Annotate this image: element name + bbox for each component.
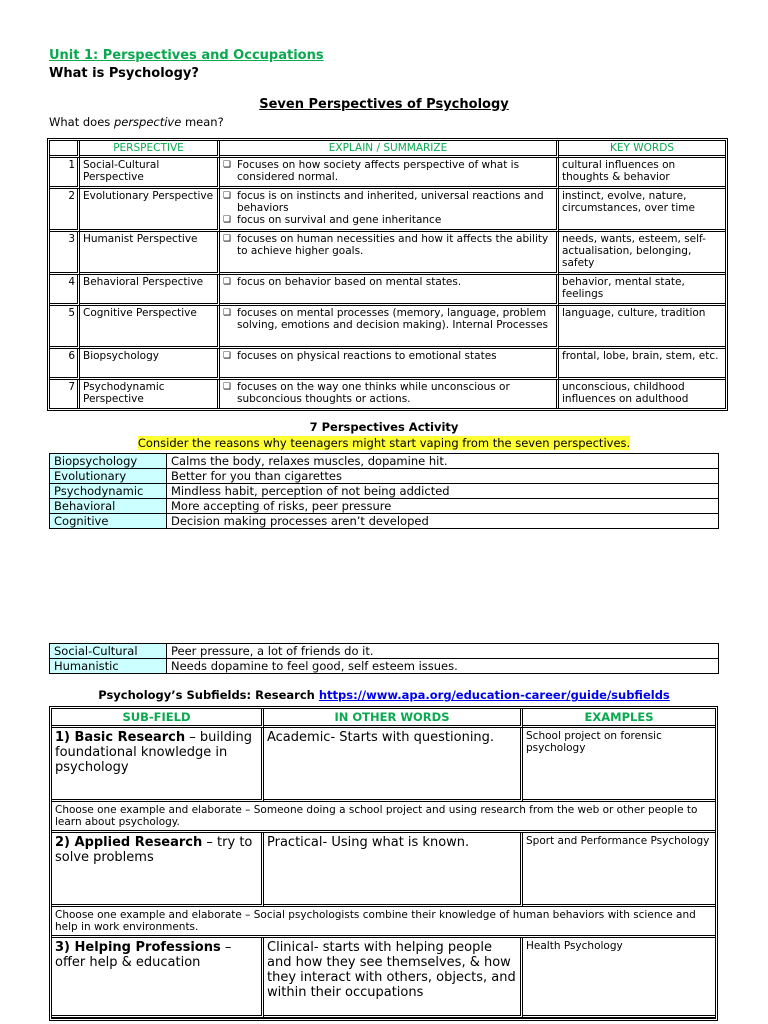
table-row	[50, 232, 725, 275]
row-number: 4	[50, 275, 80, 306]
perspective-explanation	[220, 275, 559, 306]
activity-answer: Needs dopamine to feel good, self esteem issues.	[167, 659, 719, 674]
table-header-row	[52, 709, 715, 728]
row-number: 3	[50, 232, 80, 275]
activity-subtitle-highlight: Consider the reasons why teenagers might start vaping from the seven perspectives.	[137, 436, 631, 450]
table-row	[50, 306, 725, 349]
subfields-title	[0, 688, 768, 702]
perspective-name: Cognitive Perspective	[80, 306, 220, 349]
table-row	[50, 644, 719, 659]
table-row	[50, 514, 719, 529]
subfield-title: 3) Helping Professions	[55, 940, 221, 955]
perspectives-table	[47, 138, 728, 411]
perspective-name: Social-Cultural Perspective	[80, 158, 220, 189]
table-row	[50, 484, 719, 499]
elaboration-text: Choose one example and elaborate – Someone doing a school project and using research from the web or other people to learn about psychology.	[52, 802, 715, 833]
table-row	[50, 158, 725, 189]
activity-answer: Better for you than cigarettes	[167, 469, 719, 484]
perspective-name: Humanist Perspective	[80, 232, 220, 275]
table-row	[50, 469, 719, 484]
table-row	[50, 499, 719, 514]
perspective-name: Biopsychology	[80, 349, 220, 380]
activity-answer: Decision making processes aren’t developed	[167, 514, 719, 529]
row-number: 5	[50, 306, 80, 349]
row-number: 7	[50, 380, 80, 408]
perspective-name: Behavioral Perspective	[80, 275, 220, 306]
perspective-keywords: cultural influences on thoughts & behavior	[559, 158, 725, 189]
activity-label: Behavioral	[50, 499, 167, 514]
unit-title: Unit 1: Perspectives and Occupations	[49, 48, 324, 63]
bullet-item: ❏ focuses on physical reactions to emotional states	[223, 350, 553, 362]
table-row	[50, 275, 725, 306]
subfield-description: – building foundational knowledge in psychology	[55, 730, 252, 775]
activity-title: 7 Perspectives Activity	[309, 420, 459, 434]
row-number: 6	[50, 349, 80, 380]
section-title: Seven Perspectives of Psychology	[259, 97, 509, 112]
subfield-other-words: Academic- Starts with questioning.	[264, 728, 523, 802]
table-row	[50, 454, 719, 469]
subfield-other-words: Practical- Using what is known.	[264, 833, 523, 907]
perspective-explanation	[220, 189, 559, 232]
bullet-item: ❏ focus is on instincts and inherited, universal reactions and behaviors	[223, 190, 553, 214]
perspective-question-start: What does	[49, 115, 114, 129]
row-number: 1	[50, 158, 80, 189]
perspective-explanation	[220, 380, 559, 408]
subfield-example: School project on forensic psychology	[523, 728, 715, 802]
table-row	[52, 802, 715, 833]
col-header-keywords: KEY WORDS	[559, 141, 725, 158]
subfield-description: – offer help & education	[55, 940, 232, 970]
table-row	[50, 189, 725, 232]
perspective-explanation	[220, 349, 559, 380]
perspective-question-word: perspective	[113, 115, 182, 129]
question-heading: What is Psychology?	[49, 66, 199, 81]
activity-answer: Mindless habit, perception of not being addicted	[167, 484, 719, 499]
table-row	[52, 728, 715, 802]
activity-label: Psychodynamic	[50, 484, 167, 499]
table-row	[50, 659, 719, 674]
bullet-item: ❏ focus on behavior based on mental states.	[223, 276, 553, 288]
bullet-item: ❏ focuses on human necessities and how it affects the ability to achieve higher goals.	[223, 233, 553, 257]
col-header-num	[50, 141, 80, 158]
perspective-keywords: needs, wants, esteem, self-actualisation, belonging, safety	[559, 232, 725, 275]
subfield-other-words: Clinical- starts with helping people and how they see themselves, & how they interact with others, objects, and within their occupations	[264, 938, 523, 1018]
subfield-title: 2) Applied Research	[55, 835, 203, 850]
col-header-explain: EXPLAIN / SUMMARIZE	[220, 141, 559, 158]
perspective-name: Evolutionary Perspective	[80, 189, 220, 232]
table-row	[50, 349, 725, 380]
activity-label: Social-Cultural	[50, 644, 167, 659]
col-header-other-words: IN OTHER WORDS	[264, 709, 523, 728]
subfield-name	[52, 938, 264, 1018]
col-header-examples: EXAMPLES	[523, 709, 715, 728]
table-row	[50, 380, 725, 408]
activity-table-top	[49, 453, 719, 529]
col-header-perspective: PERSPECTIVE	[80, 141, 220, 158]
col-header-subfield: SUB-FIELD	[52, 709, 264, 728]
activity-label: Cognitive	[50, 514, 167, 529]
row-number: 2	[50, 189, 80, 232]
perspective-explanation	[220, 306, 559, 349]
perspective-keywords: unconscious, childhood influences on adulthood	[562, 381, 689, 405]
subfield-name	[52, 728, 264, 802]
subfield-example: Sport and Performance Psychology	[523, 833, 715, 907]
subfield-title: 1) Basic Research	[55, 730, 186, 745]
perspective-keywords: instinct, evolve, nature, circumstances, over time	[559, 189, 725, 232]
perspective-keywords: frontal, lobe, brain, stem, etc.	[559, 349, 725, 380]
perspective-keywords: language, culture, tradition	[559, 306, 725, 349]
table-header-row	[50, 141, 725, 158]
activity-label: Humanistic	[50, 659, 167, 674]
subfields-table	[49, 706, 718, 1021]
activity-label: Evolutionary	[50, 469, 167, 484]
perspective-keywords: behavior, mental state, feelings	[559, 275, 725, 306]
activity-subtitle	[0, 436, 768, 450]
activity-answer: More accepting of risks, peer pressure	[167, 499, 719, 514]
bullet-item: ❏ Focuses on how society affects perspective of what is considered normal.	[223, 159, 553, 183]
table-row	[52, 938, 715, 1018]
subfield-description: – try to solve problems	[55, 835, 253, 865]
activity-answer: Calms the body, relaxes muscles, dopamine hit.	[167, 454, 719, 469]
subfields-title-text: Psychology’s Subfields: Research	[98, 688, 319, 702]
bullet-item: ❏ focuses on the way one thinks while unconscious or subconcious thoughts or actions.	[223, 381, 553, 405]
activity-answer: Peer pressure, a lot of friends do it.	[167, 644, 719, 659]
activity-label: Biopsychology	[50, 454, 167, 469]
subfield-name	[52, 833, 264, 907]
table-row	[52, 833, 715, 907]
activity-table-bottom	[49, 643, 719, 674]
perspective-question	[49, 115, 224, 129]
perspective-question-end: mean?	[181, 115, 224, 129]
bullet-item: ❏ focuses on mental processes (memory, language, problem solving, emotions and decision making). Internal Processes	[223, 307, 553, 331]
subfield-example: Health Psychology	[523, 938, 715, 1018]
perspective-name: Psychodynamic Perspective	[80, 380, 220, 408]
perspective-explanation	[220, 158, 559, 189]
elaboration-text: Choose one example and elaborate – Social psychologists combine their knowledge of human behaviors with science and help in work environments.	[52, 907, 715, 938]
table-row	[52, 907, 715, 938]
bullet-item: ❏ focus on survival and gene inheritance	[223, 214, 553, 226]
subfields-link[interactable]: https://www.apa.org/education-career/guide/subfields	[318, 688, 670, 702]
perspective-explanation	[220, 232, 559, 275]
